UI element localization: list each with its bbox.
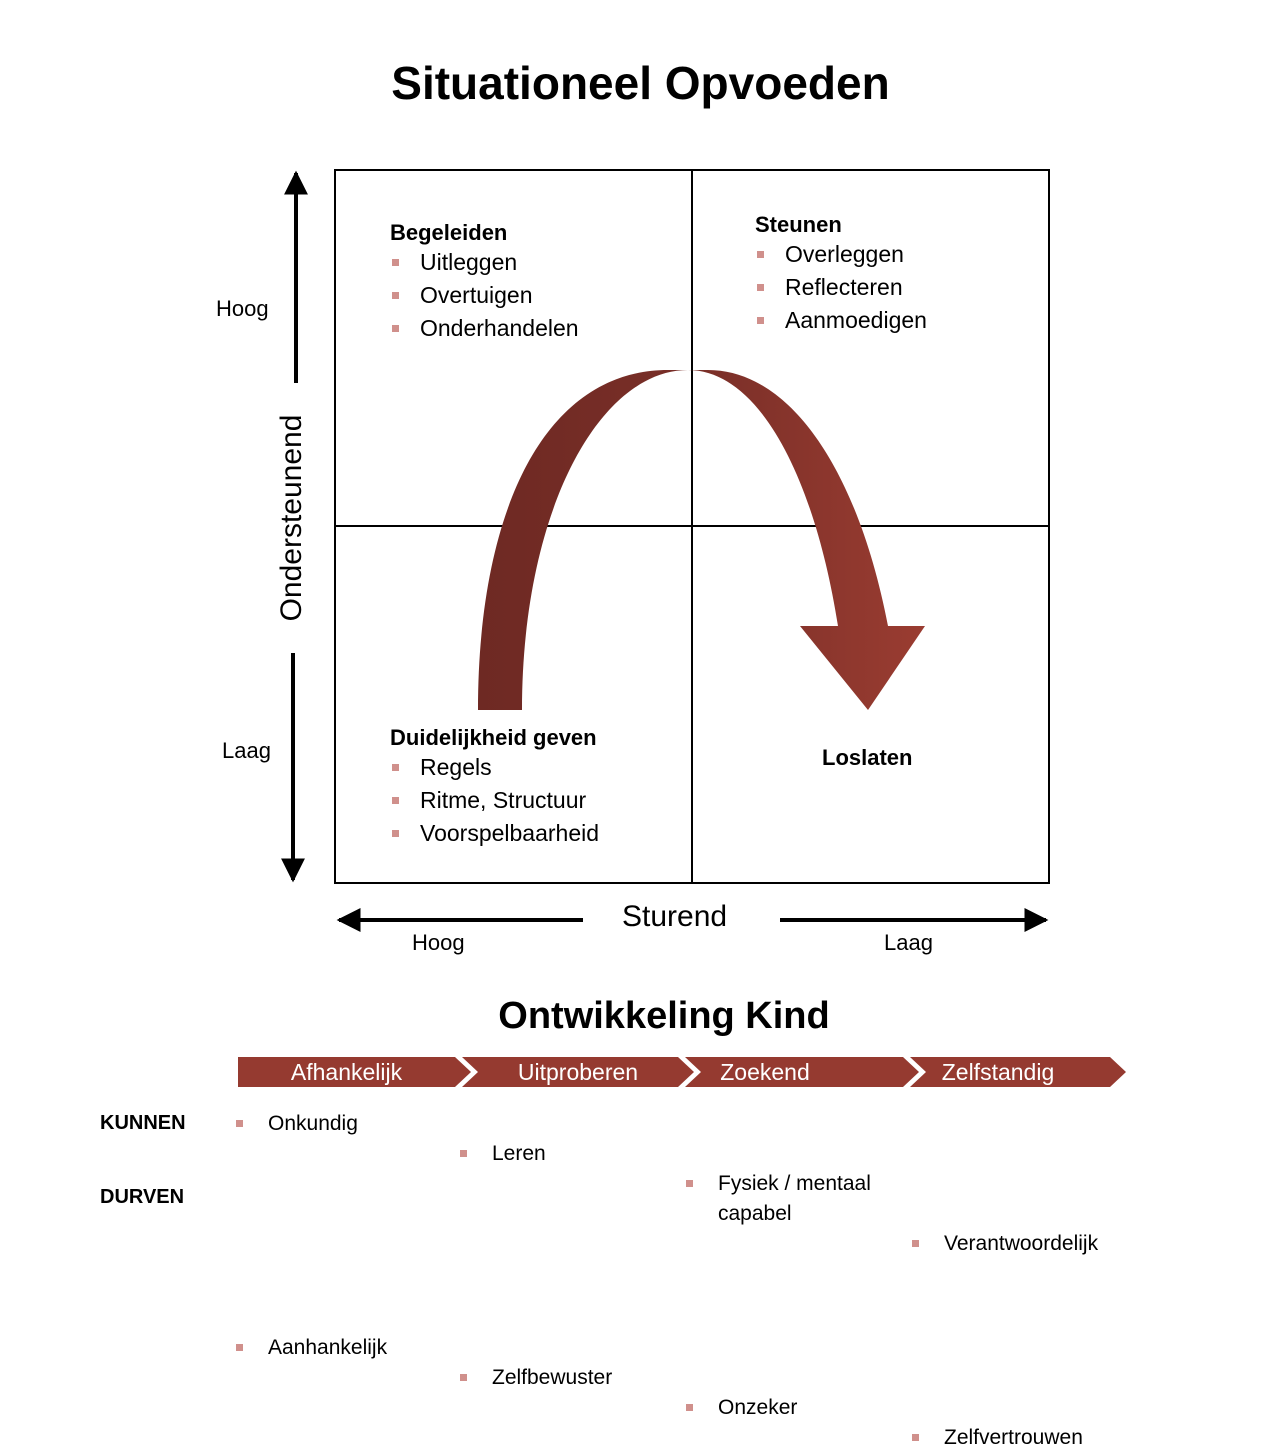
row-label-durven: DURVEN bbox=[100, 1186, 185, 1208]
bullet-icon bbox=[686, 1404, 693, 1411]
x-axis-high-label: Hoog bbox=[412, 930, 465, 955]
list-item: Overleggen bbox=[755, 238, 927, 271]
quadrant-loslaten-title: Loslaten bbox=[822, 745, 913, 770]
bullet-icon bbox=[912, 1434, 919, 1441]
quadrant-begeleiden bbox=[390, 220, 579, 345]
list-item: Regels bbox=[390, 751, 599, 784]
bullet-icon bbox=[757, 284, 764, 291]
quadrant-list bbox=[390, 246, 579, 345]
durven-value: Onzeker bbox=[686, 1393, 1281, 1423]
quadrant-title: Steunen bbox=[755, 212, 842, 237]
x-axis-title: Sturend bbox=[622, 900, 728, 933]
bullet-icon bbox=[912, 1240, 919, 1247]
list-item: Voorspelbaarheid bbox=[390, 817, 599, 850]
bullet-icon bbox=[460, 1150, 467, 1157]
bullet-icon bbox=[236, 1344, 243, 1351]
development-title: Ontwikkeling Kind bbox=[498, 995, 830, 1037]
y-axis-low-label: Laag bbox=[222, 738, 271, 763]
bullet-icon bbox=[392, 325, 399, 332]
quadrant-steunen bbox=[755, 212, 927, 337]
stage-label: Uitproberen bbox=[517, 1059, 639, 1085]
list-item: Onderhandelen bbox=[390, 312, 579, 345]
y-axis-high-label: Hoog bbox=[216, 296, 269, 321]
stage-label: Zelfstandig bbox=[941, 1059, 1055, 1085]
quadrant-duidelijkheid-geven bbox=[390, 725, 599, 850]
quadrant-title: Duidelijkheid geven bbox=[390, 725, 597, 750]
bullet-icon bbox=[757, 317, 764, 324]
bullet-icon bbox=[460, 1374, 467, 1381]
list-item: Uitleggen bbox=[390, 246, 579, 279]
kunnen-value: Verantwoordelijk bbox=[912, 1229, 1281, 1259]
durven-value: Zelfbewuster bbox=[460, 1363, 1281, 1393]
curved-arrow bbox=[478, 370, 925, 710]
quadrant-list bbox=[755, 238, 927, 337]
y-axis-title: Ondersteunend bbox=[275, 414, 308, 622]
x-axis-low-label: Laag bbox=[884, 930, 933, 955]
kunnen-value: Fysiek / mentaal capabel bbox=[686, 1169, 898, 1229]
bullet-icon bbox=[392, 830, 399, 837]
row-label-kunnen: KUNNEN bbox=[100, 1112, 186, 1134]
bullet-icon bbox=[236, 1120, 243, 1127]
quadrant-list bbox=[390, 751, 599, 850]
durven-value: Aanhankelijk bbox=[236, 1333, 1281, 1363]
list-item: Ritme, Structuur bbox=[390, 784, 599, 817]
bullet-icon bbox=[392, 797, 399, 804]
bullet-icon bbox=[392, 764, 399, 771]
durven-value: Zelfvertrouwen bbox=[912, 1423, 1281, 1453]
quadrant-title: Begeleiden bbox=[390, 220, 508, 245]
bullet-icon bbox=[686, 1180, 693, 1187]
stage-label: Afhankelijk bbox=[290, 1059, 403, 1085]
bullet-icon bbox=[757, 251, 764, 258]
page-title: Situationeel Opvoeden bbox=[391, 57, 890, 109]
kunnen-value: Onkundig bbox=[236, 1109, 1281, 1139]
kunnen-value: Leren bbox=[460, 1139, 1281, 1169]
list-item: Overtuigen bbox=[390, 279, 579, 312]
bullet-icon bbox=[392, 292, 399, 299]
list-item: Aanmoedigen bbox=[755, 304, 927, 337]
bullet-icon bbox=[392, 259, 399, 266]
stage-label: Zoekend bbox=[720, 1059, 810, 1085]
list-item: Reflecteren bbox=[755, 271, 927, 304]
